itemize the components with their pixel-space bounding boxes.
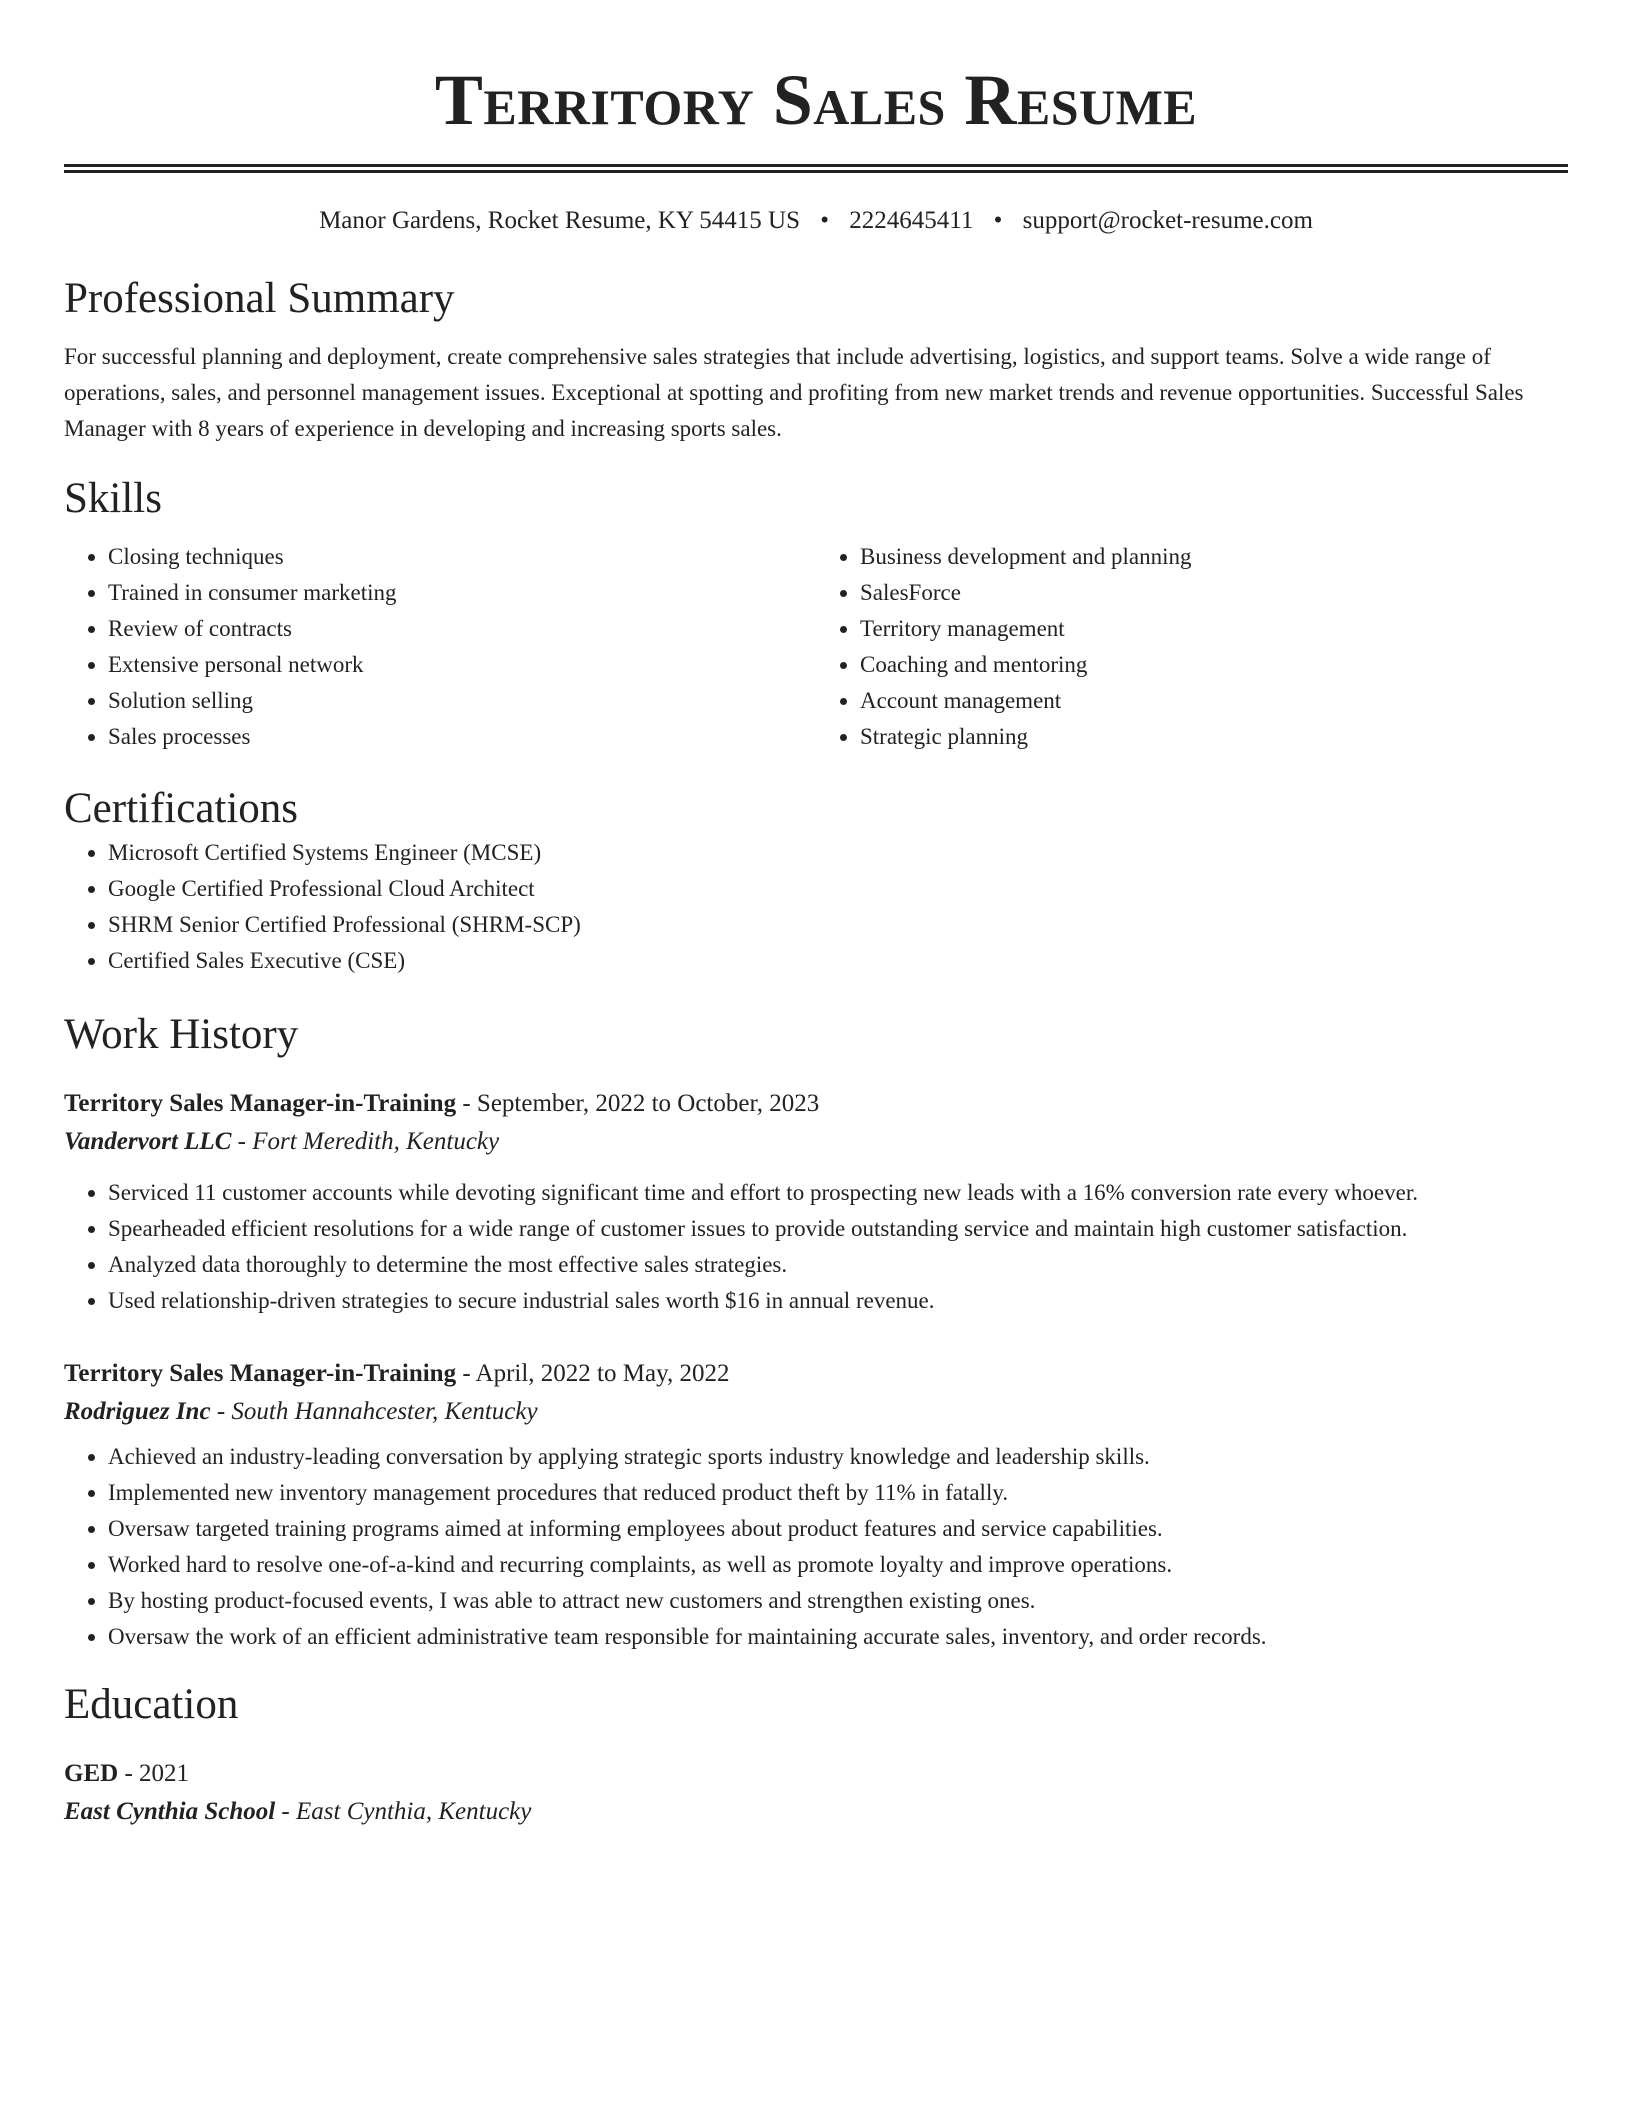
skill-item: • Solution selling (108, 683, 816, 719)
company-name: Rodriguez Inc (64, 1398, 211, 1425)
education-entry (64, 1755, 1568, 1831)
job-bullet: • Implemented new inventory management procedures that reduced product theft by 11% in fatally. (108, 1475, 1568, 1511)
job-bullet: • Oversaw targeted training programs aimed at informing employees about product features and service capabilities. (108, 1511, 1568, 1547)
skill-item: • Territory management (860, 611, 1568, 647)
job-title-line (64, 1355, 1568, 1393)
school-line (64, 1793, 1568, 1831)
skill-item: • Coaching and mentoring (860, 647, 1568, 683)
job-title: Territory Sales Manager-in-Training (64, 1090, 457, 1117)
skill-item: • Sales processes (108, 719, 816, 755)
contact-separator: • (820, 207, 830, 234)
company-line (64, 1123, 1568, 1161)
summary-heading: Professional Summary (64, 275, 455, 322)
company-name: Vandervort LLC (64, 1128, 232, 1155)
degree-line (64, 1755, 1568, 1793)
job-bullet: • Analyzed data thoroughly to determine the most effective sales strategies. (108, 1247, 1568, 1283)
work-history-heading: Work History (64, 1011, 299, 1058)
contact-separator: • (993, 207, 1003, 234)
certifications-list (64, 835, 1568, 979)
summary-text: For successful planning and deployment, create comprehensive sales strategies that include advertising, logistics, and support teams. Solve a wide range of operations, sales, and personnel management issues. Exceptional at spotting and profiting from new market trends and revenue opportunities. Successful Sales Manager with 8 years of experience in developing and increasing sports sales. (64, 344, 1524, 441)
skill-item: • Strategic planning (860, 719, 1568, 755)
title-divider (64, 164, 1568, 173)
company-location: - South Hannahcester, Kentucky (210, 1398, 538, 1425)
contact-line (64, 203, 1568, 239)
contact-email: support@rocket-resume.com (1022, 207, 1313, 234)
degree: GED (64, 1760, 119, 1787)
skill-item: • Extensive personal network (108, 647, 816, 683)
job-bullet: • Serviced 11 customer accounts while devoting significant time and effort to prospecting new leads with a 16% conversion rate every whoever. (108, 1175, 1568, 1211)
job-title-line (64, 1085, 1568, 1123)
job-bullet: • Spearheaded efficient resolutions for a wide range of customer issues to provide outstanding service and maintain high customer satisfaction. (108, 1211, 1568, 1247)
skill-item: • Business development and planning (860, 539, 1568, 575)
resume-title: Territory Sales Resume (434, 60, 1198, 140)
job-dates: - April, 2022 to May, 2022 (456, 1360, 730, 1387)
certifications-heading: Certifications (64, 785, 299, 832)
certification-item: • Microsoft Certified Systems Engineer (MCSE) (108, 835, 1568, 871)
job-entry (64, 1085, 1568, 1319)
job-bullet: • Used relationship-driven strategies to secure industrial sales worth $16 in annual revenue. (108, 1283, 1568, 1319)
certification-item: • SHRM Senior Certified Professional (SHRM-SCP) (108, 907, 1568, 943)
education-heading: Education (64, 1681, 239, 1728)
skill-item: • Trained in consumer marketing (108, 575, 816, 611)
contact-phone: 2224645411 (849, 207, 974, 234)
job-dates: - September, 2022 to October, 2023 (456, 1090, 820, 1117)
job-bullets (64, 1439, 1568, 1655)
skill-item: • Closing techniques (108, 539, 816, 575)
job-bullets (64, 1175, 1568, 1319)
job-title: Territory Sales Manager-in-Training (64, 1360, 457, 1387)
skill-item: • Account management (860, 683, 1568, 719)
school-location: - East Cynthia, Kentucky (275, 1798, 532, 1825)
company-location: - Fort Meredith, Kentucky (231, 1128, 500, 1155)
certification-item: • Google Certified Professional Cloud Architect (108, 871, 1568, 907)
degree-year: - 2021 (118, 1760, 190, 1787)
school-name: East Cynthia School (64, 1798, 276, 1825)
job-bullet: • Oversaw the work of an efficient administrative team responsible for maintaining accurate sales, inventory, and order records. (108, 1619, 1568, 1655)
skills-column-right (816, 539, 1568, 755)
job-bullet: • Achieved an industry-leading conversation by applying strategic sports industry knowledge and leadership skills. (108, 1439, 1568, 1475)
skills-list (64, 539, 1568, 755)
company-line (64, 1393, 1568, 1431)
job-entry (64, 1355, 1568, 1655)
job-bullet: • Worked hard to resolve one-of-a-kind and recurring complaints, as well as promote loyalty and improve operations. (108, 1547, 1568, 1583)
skill-item: • SalesForce (860, 575, 1568, 611)
job-bullet: • By hosting product-focused events, I was able to attract new customers and strengthen existing ones. (108, 1583, 1568, 1619)
skill-item: • Review of contracts (108, 611, 816, 647)
certification-item: • Certified Sales Executive (CSE) (108, 943, 1568, 979)
skills-column-left (64, 539, 816, 755)
skills-heading: Skills (64, 475, 162, 522)
contact-address: Manor Gardens, Rocket Resume, KY 54415 US (319, 207, 801, 234)
